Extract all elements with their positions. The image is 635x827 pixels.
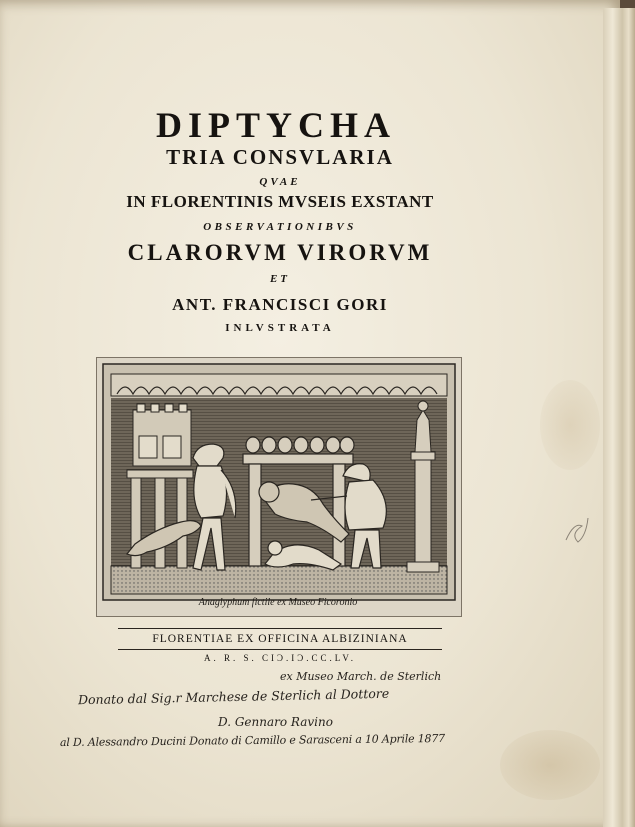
handwritten-note: al D. Alessandro Ducini Donato di Camillo e Sarasceni a 10 Aprile 1877 — [59, 731, 445, 750]
foxing-stain — [540, 380, 600, 470]
subtitle-line: CLARORVM VIRORVM — [127, 240, 433, 265]
foxing-stain — [500, 730, 600, 800]
engraved-plate — [96, 357, 462, 617]
subtitle-line: QVAE — [259, 176, 301, 188]
imprint-date: A. R. S. CIƆ.IƆ.CC.LV. — [203, 653, 357, 663]
book-title: DIPTYCHA — [155, 105, 396, 145]
engraving-illustration — [97, 358, 461, 616]
subtitle-line: IN FLORENTINIS MVSEIS EXSTANT — [126, 192, 434, 211]
author-line: ANT. FRANCISCI GORI — [172, 295, 388, 314]
divider-rule — [118, 649, 442, 650]
handwritten-note: D. Gennaro Ravino — [218, 715, 333, 729]
subtitle-line: TRIA CONSVLARIA — [166, 145, 394, 169]
plate-caption: Anaglyphum fictile ex Museo Ficoronio — [198, 597, 358, 608]
page-edges — [603, 8, 635, 827]
subtitle-line: ET — [269, 273, 291, 285]
handwritten-note: Donato dal Sig.r Marchese de Sterlich al Dottore — [77, 685, 390, 708]
subtitle-line: OBSERVATIONIBVS — [203, 221, 357, 233]
handwritten-note: ex Museo March. de Sterlich — [280, 670, 442, 683]
imprint-line: FLORENTIAE EX OFFICINA ALBIZINIANA — [152, 633, 408, 645]
subtitle-line: INLVSTRATA — [225, 322, 335, 334]
pencil-mark — [562, 512, 592, 552]
divider-rule — [118, 628, 442, 629]
